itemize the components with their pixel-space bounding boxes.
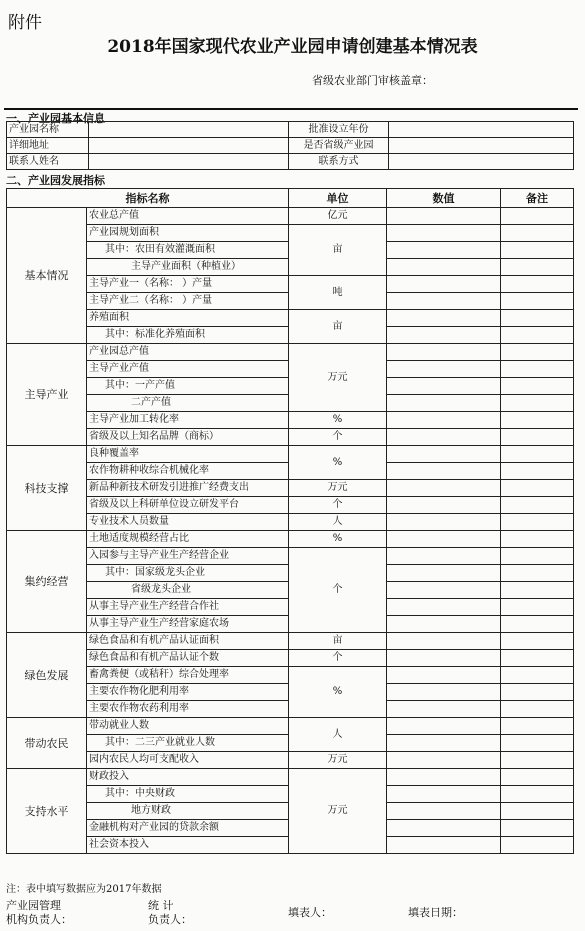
indicator-label: 主导产业产值 — [87, 361, 289, 378]
manager-sign-line2: 机构负责人： — [6, 913, 72, 926]
table-row — [7, 548, 574, 565]
value-cell[interactable] — [387, 480, 501, 497]
value-cell[interactable] — [387, 837, 501, 854]
remark-cell[interactable] — [501, 803, 574, 820]
value-cell[interactable] — [387, 803, 501, 820]
attachment-label: 附件 — [8, 13, 42, 33]
value-cell[interactable] — [387, 361, 501, 378]
table-header-row — [7, 189, 574, 208]
indicator-label: 其中：标准化养殖面积 — [87, 327, 289, 344]
table-row — [7, 531, 574, 548]
category-label: 基本情况 — [7, 208, 87, 344]
indicators-table — [6, 188, 574, 854]
table-row — [7, 446, 574, 463]
table-row — [7, 154, 574, 170]
table-row — [7, 344, 574, 361]
value-cell[interactable] — [387, 259, 501, 276]
indicator-label: 新品种新技术研发引进推广经费支出 — [87, 480, 289, 497]
indicator-label: 其中：国家级龙头企业 — [87, 565, 289, 582]
field-label: 批准设立年份 — [289, 122, 389, 138]
remark-cell[interactable] — [501, 327, 574, 344]
section2-heading: 二、产业园发展指标 — [6, 174, 105, 187]
remark-cell[interactable] — [501, 650, 574, 667]
value-cell[interactable] — [387, 276, 501, 293]
section1-heading: 一、产业园基本信息 — [6, 112, 105, 125]
table-row — [7, 497, 574, 514]
remark-cell[interactable] — [501, 463, 574, 480]
value-cell[interactable] — [387, 752, 501, 769]
remark-cell[interactable] — [501, 446, 574, 463]
unit-cell: 亩 — [289, 225, 387, 276]
indicator-label: 其中：农田有效灌溉面积 — [87, 242, 289, 259]
value-cell[interactable] — [387, 514, 501, 531]
manager-sign-line1: 产业园管理 — [6, 899, 61, 912]
unit-cell: 个 — [289, 548, 387, 633]
value-cell[interactable] — [387, 293, 501, 310]
remark-cell[interactable] — [501, 480, 574, 497]
table-row — [7, 480, 574, 497]
table-row — [7, 412, 574, 429]
value-cell[interactable] — [387, 684, 501, 701]
indicator-label: 绿色食品和有机产品认证个数 — [87, 650, 289, 667]
header-value: 数值 — [387, 189, 501, 208]
unit-cell: 个 — [289, 429, 387, 446]
remark-cell[interactable] — [501, 735, 574, 752]
unit-cell: 万元 — [289, 480, 387, 497]
stats-sign-line2: 负责人： — [148, 913, 192, 926]
indicator-label: 主要农作物农药利用率 — [87, 701, 289, 718]
header-remark: 备注 — [501, 189, 574, 208]
value-cell[interactable] — [387, 463, 501, 480]
remark-cell[interactable] — [501, 684, 574, 701]
value-cell[interactable] — [387, 378, 501, 395]
indicator-label: 良种覆盖率 — [87, 446, 289, 463]
table-row — [7, 429, 574, 446]
table-row — [7, 122, 574, 138]
approval-year-field[interactable] — [389, 122, 574, 138]
remark-cell[interactable] — [501, 820, 574, 837]
remark-cell[interactable] — [501, 582, 574, 599]
value-cell[interactable] — [387, 412, 501, 429]
indicator-label: 园内农民人均可支配收入 — [87, 752, 289, 769]
table-row — [7, 276, 574, 293]
value-cell[interactable] — [387, 548, 501, 565]
remark-cell[interactable] — [501, 837, 574, 854]
unit-cell: 亩 — [289, 310, 387, 344]
indicator-label: 入园参与主导产业生产经营企业 — [87, 548, 289, 565]
header-unit: 单位 — [289, 189, 387, 208]
indicator-label: 产业园总产值 — [87, 344, 289, 361]
table-row — [7, 752, 574, 769]
remark-cell[interactable] — [501, 259, 574, 276]
fill-date: 填表日期： — [408, 906, 463, 919]
value-cell[interactable] — [387, 599, 501, 616]
indicator-label: 农业总产值 — [87, 208, 289, 225]
value-cell[interactable] — [387, 718, 501, 735]
unit-cell: 个 — [289, 497, 387, 514]
value-cell[interactable] — [387, 650, 501, 667]
indicator-label: 其中：一产产值 — [87, 378, 289, 395]
indicator-label: 其中：中央财政 — [87, 786, 289, 803]
remark-cell[interactable] — [501, 514, 574, 531]
unit-cell: 亩 — [289, 633, 387, 650]
unit-cell: 亿元 — [289, 208, 387, 225]
value-cell[interactable] — [387, 769, 501, 786]
remark-cell[interactable] — [501, 786, 574, 803]
remark-cell[interactable] — [501, 361, 574, 378]
remark-cell[interactable] — [501, 395, 574, 412]
table-row — [7, 225, 574, 242]
indicator-label: 省级龙头企业 — [87, 582, 289, 599]
remark-cell[interactable] — [501, 497, 574, 514]
field-label: 产业园名称 — [7, 122, 89, 138]
indicator-label: 省级及以上科研单位设立研发平台 — [87, 497, 289, 514]
indicator-label: 主导产业一（名称： ）产量 — [87, 276, 289, 293]
unit-cell: 人 — [289, 514, 387, 531]
remark-cell[interactable] — [501, 310, 574, 327]
value-cell[interactable] — [387, 667, 501, 684]
indicator-label: 社会资本投入 — [87, 837, 289, 854]
remark-cell[interactable] — [501, 225, 574, 242]
remark-cell[interactable] — [501, 667, 574, 684]
remark-cell[interactable] — [501, 616, 574, 633]
indicator-label: 二产产值 — [87, 395, 289, 412]
category-label: 科技支撑 — [7, 446, 87, 531]
basic-info-table — [6, 121, 574, 170]
value-cell[interactable] — [387, 565, 501, 582]
category-label: 带动农民 — [7, 718, 87, 769]
value-cell[interactable] — [387, 395, 501, 412]
value-cell[interactable] — [387, 310, 501, 327]
remark-cell[interactable] — [501, 293, 574, 310]
table-row — [7, 718, 574, 735]
category-label: 主导产业 — [7, 344, 87, 446]
category-label: 支持水平 — [7, 769, 87, 854]
value-cell[interactable] — [387, 616, 501, 633]
indicator-label: 农作物耕种收综合机械化率 — [87, 463, 289, 480]
indicator-label: 财政投入 — [87, 769, 289, 786]
value-cell[interactable] — [387, 497, 501, 514]
category-label: 集约经营 — [7, 531, 87, 633]
indicator-label: 主要农作物化肥利用率 — [87, 684, 289, 701]
value-cell[interactable] — [387, 701, 501, 718]
value-cell[interactable] — [387, 344, 501, 361]
unit-cell: % — [289, 446, 387, 480]
table-row — [7, 138, 574, 154]
value-cell[interactable] — [387, 531, 501, 548]
indicator-label: 其中：二三产业就业人数 — [87, 735, 289, 752]
provincial-park-field[interactable] — [389, 138, 574, 154]
indicator-label: 畜禽粪便（或秸秆）综合处理率 — [87, 667, 289, 684]
table-row — [7, 208, 574, 225]
value-cell[interactable] — [387, 786, 501, 803]
contact-info-field[interactable] — [389, 154, 574, 170]
indicator-label: 金融机构对产业园的贷款余额 — [87, 820, 289, 837]
unit-cell: 人 — [289, 718, 387, 752]
indicator-label: 主导产业加工转化率 — [87, 412, 289, 429]
unit-cell: 吨 — [289, 276, 387, 310]
indicator-label: 专业技术人员数量 — [87, 514, 289, 531]
remark-cell[interactable] — [501, 412, 574, 429]
value-cell[interactable] — [387, 225, 501, 242]
remark-cell[interactable] — [501, 752, 574, 769]
remark-cell[interactable] — [501, 548, 574, 565]
unit-cell: 万元 — [289, 752, 387, 769]
unit-cell: 万元 — [289, 344, 387, 412]
value-cell[interactable] — [387, 820, 501, 837]
remark-cell[interactable] — [501, 378, 574, 395]
remark-cell[interactable] — [501, 633, 574, 650]
unit-cell: 个 — [289, 650, 387, 667]
address-field[interactable] — [89, 138, 289, 154]
stats-sign-line1: 统 计 — [148, 899, 174, 912]
approval-stamp-label: 省级农业部门审核盖章： — [312, 74, 433, 87]
remark-cell[interactable] — [501, 208, 574, 225]
value-cell[interactable] — [387, 327, 501, 344]
field-label: 联系方式 — [289, 154, 389, 170]
remark-cell[interactable] — [501, 565, 574, 582]
remark-cell[interactable] — [501, 531, 574, 548]
filler-sign: 填表人： — [288, 906, 332, 919]
unit-cell: % — [289, 667, 387, 718]
field-label: 联系人姓名 — [7, 154, 89, 170]
table-row — [7, 310, 574, 327]
remark-cell[interactable] — [501, 769, 574, 786]
header-indicator: 指标名称 — [7, 189, 289, 208]
indicator-label: 带动就业人数 — [87, 718, 289, 735]
indicator-label: 主导产业面积（种植业） — [87, 259, 289, 276]
table-row — [7, 633, 574, 650]
remark-cell[interactable] — [501, 701, 574, 718]
field-label: 是否省级产业园 — [289, 138, 389, 154]
indicator-label: 绿色食品和有机产品认证面积 — [87, 633, 289, 650]
value-cell[interactable] — [387, 735, 501, 752]
remark-cell[interactable] — [501, 276, 574, 293]
value-cell[interactable] — [387, 582, 501, 599]
indicator-label: 省级及以上知名品牌（商标） — [87, 429, 289, 446]
indicator-label: 土地适度规模经营占比 — [87, 531, 289, 548]
contact-name-field[interactable] — [89, 154, 289, 170]
value-cell[interactable] — [387, 242, 501, 259]
indicator-label: 养殖面积 — [87, 310, 289, 327]
park-name-field[interactable] — [89, 122, 289, 138]
remark-cell[interactable] — [501, 344, 574, 361]
value-cell[interactable] — [387, 429, 501, 446]
value-cell[interactable] — [387, 446, 501, 463]
unit-cell: % — [289, 412, 387, 429]
table-row — [7, 769, 574, 786]
remark-cell[interactable] — [501, 718, 574, 735]
remark-cell[interactable] — [501, 599, 574, 616]
table-row — [7, 514, 574, 531]
value-cell[interactable] — [387, 208, 501, 225]
unit-cell: % — [289, 531, 387, 548]
footnote: 注：表中填写数据应为2017年数据 — [6, 884, 162, 895]
remark-cell[interactable] — [501, 429, 574, 446]
unit-cell: 万元 — [289, 769, 387, 854]
indicator-label: 主导产业二（名称： ）产量 — [87, 293, 289, 310]
category-label: 绿色发展 — [7, 633, 87, 718]
indicator-label: 从事主导产业生产经营家庭农场 — [87, 616, 289, 633]
indicator-label: 产业园规划面积 — [87, 225, 289, 242]
table-row — [7, 667, 574, 684]
indicator-label: 地方财政 — [87, 803, 289, 820]
value-cell[interactable] — [387, 633, 501, 650]
remark-cell[interactable] — [501, 242, 574, 259]
table-row — [7, 650, 574, 667]
field-label: 详细地址 — [7, 138, 89, 154]
page-title: 2018年国家现代农业产业园申请创建基本情况表 — [107, 37, 478, 57]
indicator-label: 从事主导产业生产经营合作社 — [87, 599, 289, 616]
